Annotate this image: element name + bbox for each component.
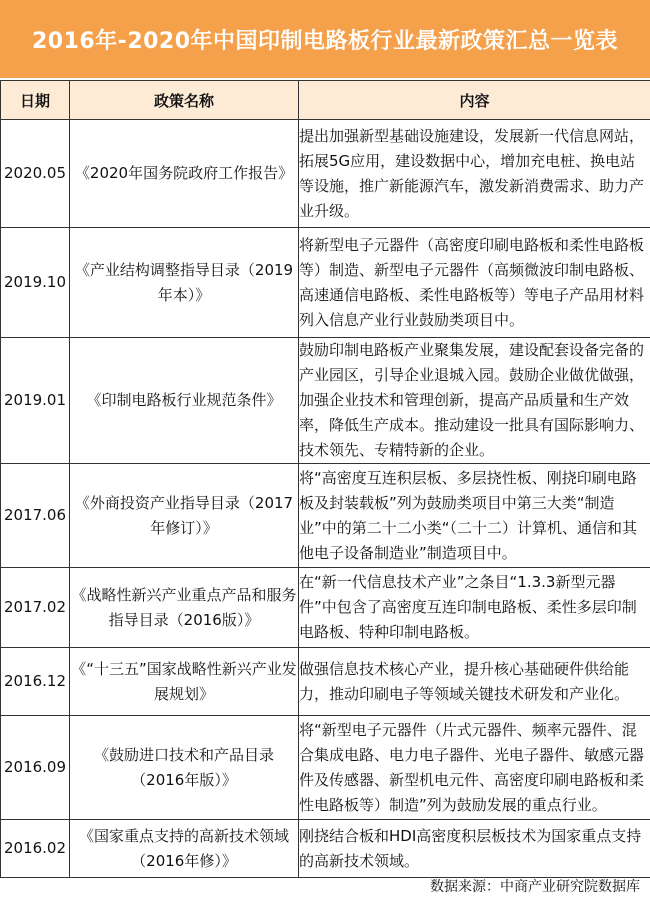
row-date: 2019.10 [1, 228, 70, 338]
row-content [299, 338, 650, 464]
row-policy-name: 《印制电路板行业规范条件》 [70, 338, 299, 464]
row-content-text: 做强信息技术核心产业，提升核心基础硬件供给能力，推动印刷电子等领域关键技术研发和产业化。 [299, 659, 630, 703]
column-header-content: 内容 [299, 81, 650, 120]
row-content [299, 120, 650, 228]
table-header-row [1, 81, 650, 120]
table-row [1, 464, 650, 568]
row-content-text: 鼓励印制电路板产业聚集发展，建设配套设备完备的产业园区，引导企业退城入园。鼓励企业做优做强，加强企业技术和管理创新，提高产品质量和生产效率，降低生产成本。推动建设一批具有国际影响力、技术领先、专精特新的企业。 [299, 341, 645, 459]
title-bar [0, 0, 650, 78]
row-policy-name: 《鼓励进口技术和产品目录（2016年版）》 [70, 716, 299, 820]
row-content [299, 568, 650, 648]
row-date: 2016.12 [1, 648, 70, 716]
table-row [1, 338, 650, 464]
column-header-policy-name: 政策名称 [70, 81, 299, 120]
table-row [1, 648, 650, 716]
policy-table [0, 80, 650, 878]
row-date: 2017.02 [1, 568, 70, 648]
row-date: 2019.01 [1, 338, 70, 464]
row-date: 2016.02 [1, 820, 70, 878]
page-title: 2016年-2020年中国印制电路板行业最新政策汇总一览表 [31, 28, 619, 54]
row-content-text: 将新型电子元器件（高密度印刷电路板和柔性电路板等）制造、新型电子元器件（高频微波印制电路板、高速通信电路板、柔性电路板等）等电子产品用材料列入信息产业行业鼓励类项目中。 [299, 235, 645, 329]
data-source-note: 数据来源：中商产业研究院数据库 [430, 879, 640, 895]
table-row [1, 716, 650, 820]
row-policy-name: 《2020年国务院政府工作报告》 [70, 120, 299, 228]
row-content-text: 刚挠结合板和HDI高密度积层板技术为国家重点支持的高新技术领域。 [299, 826, 642, 870]
table-row [1, 120, 650, 228]
row-content [299, 716, 650, 820]
row-content [299, 228, 650, 338]
row-content-text: 在“新一代信息技术产业”之条目“1.3.3新型元器件”中包含了高密度互连印制电路板、柔性多层印制电路板、特种印制电路板。 [299, 573, 637, 641]
row-policy-name: 《“十三五”国家战略性新兴产业发展规划》 [70, 648, 299, 716]
row-date: 2020.05 [1, 120, 70, 228]
row-content-text: 提出加强新型基础设施建设，发展新一代信息网站，拓展5G应用，建设数据中心，增加充电桩、换电站等设施，推广新能源汽车，激发新消费需求、助力产业升级。 [299, 126, 645, 220]
row-policy-name: 《国家重点支持的高新技术领域（2016年修）》 [70, 820, 299, 878]
row-content [299, 464, 650, 568]
row-date: 2017.06 [1, 464, 70, 568]
row-policy-name: 《产业结构调整指导目录（2019年本）》 [70, 228, 299, 338]
table-row [1, 568, 650, 648]
row-content [299, 820, 650, 878]
table-row [1, 820, 650, 878]
table-row [1, 228, 650, 338]
row-policy-name: 《外商投资产业指导目录（2017年修订）》 [70, 464, 299, 568]
row-content-text: 将“新型电子元器件（片式元器件、频率元器件、混合集成电路、电力电子器件、光电子器件、敏感元器件及传感器、新型机电元件、高密度印刷电路板和柔性电路板等）制造”列为鼓励发展的重点行业。 [299, 720, 645, 814]
row-content-text: 将“高密度互连积层板、多层挠性板、刚挠印刷电路板及封装载板”列为鼓励类项目中第三大类“制造业”中的第二十二小类“（二十二）计算机、通信和其他电子设备制造业”制造项目中。 [299, 468, 638, 562]
row-content [299, 648, 650, 716]
row-policy-name: 《战略性新兴产业重点产品和服务指导目录（2016版）》 [70, 568, 299, 648]
column-header-date: 日期 [1, 81, 70, 120]
row-date: 2016.09 [1, 716, 70, 820]
